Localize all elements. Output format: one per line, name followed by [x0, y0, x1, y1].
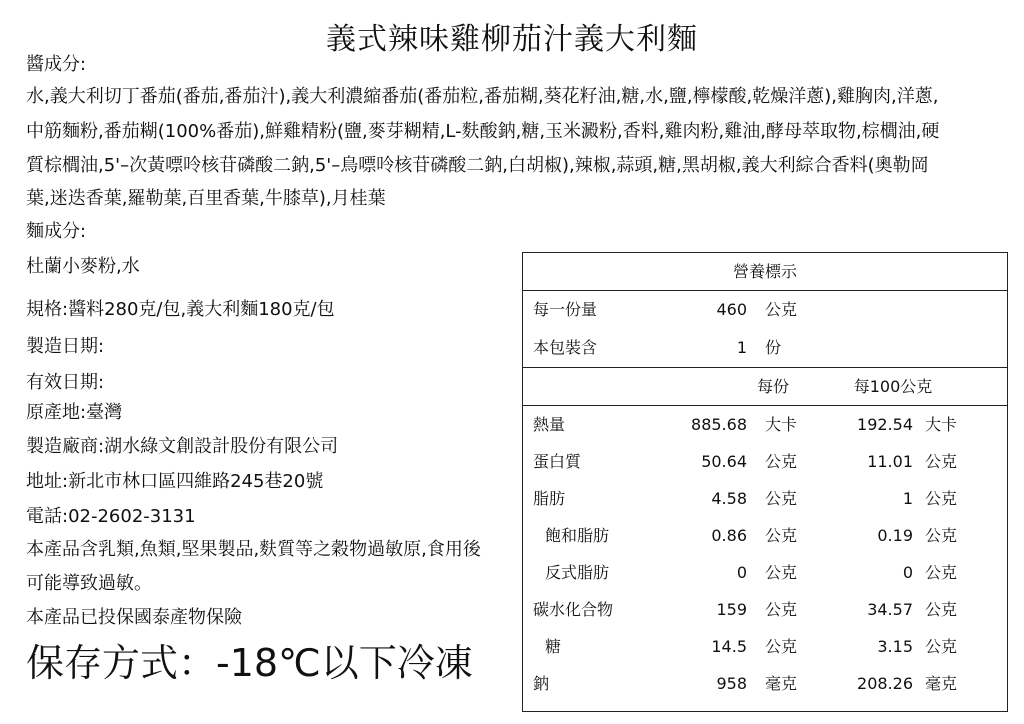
nutrient-value-per-serving: 0.86 [711, 526, 747, 545]
nutrient-unit: 公克 [925, 526, 958, 545]
nutrition-header-row [523, 253, 1007, 290]
nutrient-unit: 公克 [925, 563, 958, 582]
per-100g-header: 每100公克 [853, 377, 933, 396]
nutrition-facts-table [522, 252, 1008, 712]
nutrient-unit: 大卡 [925, 415, 958, 434]
nutrient-label: 糖 [545, 637, 562, 656]
nutrient-label: 蛋白質 [533, 452, 582, 471]
spec-text: 規格:醬料280克/包,義大利麵180克/包 [26, 299, 335, 320]
nutrient-value-per-serving: 958 [716, 674, 747, 693]
nutrient-unit: 公克 [925, 452, 958, 471]
nutrient-row [523, 443, 1007, 480]
servings-per-pack-value: 1 [736, 338, 747, 357]
allergy-text: 本產品含乳類,魚類,堅果製品,麩質等之穀物過敏原,食用後 [26, 539, 481, 560]
address-text: 地址:新北市林口區四維路245巷20號 [26, 471, 324, 492]
nutrient-unit: 毫克 [925, 674, 958, 693]
nutrient-unit: 公克 [925, 600, 958, 619]
nutrient-label: 反式脂肪 [545, 563, 610, 582]
nutrient-value-per-serving: 885.68 [691, 415, 747, 434]
nutrition-header: 營養標示 [732, 262, 797, 281]
nutrient-value-per-100g: 0.19 [877, 526, 913, 545]
nutrient-value-per-serving: 159 [716, 600, 747, 619]
serving-size-value: 460 [716, 300, 747, 319]
origin-text: 原產地:臺灣 [26, 402, 123, 423]
sauce-ingredients-line: 中筋麵粉,番茄糊(100%番茄),鮮雞精粉(鹽,麥芽糊精,L-麩酸鈉,糖,玉米澱粉,香料,雞肉粉,雞油,酵母萃取物,棕櫚油,硬 [26, 121, 940, 142]
nutrient-unit: 公克 [765, 452, 798, 471]
manufacturer-text: 製造廠商:湖水綠文創設計股份有限公司 [26, 436, 339, 457]
product-title: 義式辣味雞柳茄汁義大利麵 [326, 22, 698, 57]
nutrient-unit: 公克 [765, 563, 798, 582]
manufacture-date: 製造日期: [26, 336, 105, 357]
per-serving-header: 每份 [756, 377, 789, 396]
servings-per-pack-label: 本包裝含 [533, 338, 598, 357]
nutrient-unit: 大卡 [765, 415, 798, 434]
nutrient-value-per-serving: 50.64 [701, 452, 747, 471]
nutrient-value-per-100g: 34.57 [867, 600, 913, 619]
nutrient-row [523, 554, 1007, 591]
serving-size-label: 每一份量 [533, 300, 598, 319]
nutrient-value-per-serving: 0 [736, 563, 747, 582]
nutrient-unit: 公克 [765, 600, 798, 619]
noodle-heading: 麵成分: [26, 221, 87, 242]
allergy-text: 可能導致過敏。 [26, 573, 152, 594]
nutrient-value-per-100g: 11.01 [867, 452, 913, 471]
nutrient-label: 熱量 [533, 415, 566, 434]
serving-size-unit: 公克 [765, 300, 798, 319]
nutrient-label: 飽和脂肪 [545, 526, 610, 545]
nutrient-unit: 公克 [925, 637, 958, 656]
sauce-ingredients-line: 質棕櫚油,5'–次黃嘌呤核苷磷酸二鈉,5'–鳥嘌呤核苷磷酸二鈉,白胡椒),辣椒,蒜頭,糖,黑胡椒,義大利綜合香料(奧勒岡 [26, 155, 929, 176]
insurance-text: 本產品已投保國泰產物保險 [26, 607, 242, 628]
sauce-ingredients-line: 水,義大利切丁番茄(番茄,番茄汁),義大利濃縮番茄(番茄粒,番茄糊,葵花籽油,糖,水,鹽,檸檬酸,乾燥洋蔥),雞胸肉,洋蔥, [26, 86, 939, 107]
nutrient-unit: 公克 [765, 637, 798, 656]
expiry-date: 有效日期: [26, 372, 105, 393]
nutrient-value-per-100g: 208.26 [857, 674, 913, 693]
noodle-ingredients: 杜蘭小麥粉,水 [26, 256, 140, 277]
nutrient-value-per-100g: 3.15 [877, 637, 913, 656]
servings-per-pack-row [523, 329, 1007, 366]
nutrient-value-per-100g: 192.54 [857, 415, 913, 434]
phone-text: 電話:02-2602-3131 [26, 506, 196, 527]
nutrient-unit: 公克 [925, 489, 958, 508]
nutrient-label: 碳水化合物 [533, 600, 614, 619]
nutrient-value-per-100g: 0 [902, 563, 913, 582]
sauce-heading: 醬成分: [26, 54, 87, 75]
nutrient-unit: 公克 [765, 489, 798, 508]
nutrient-row [523, 591, 1007, 628]
nutrient-label: 脂肪 [533, 489, 566, 508]
storage-instruction: 保存方式：-18℃以下冷凍 [26, 641, 473, 685]
nutrient-unit: 公克 [765, 526, 798, 545]
serving-size-row [523, 291, 1007, 328]
nutrient-row [523, 628, 1007, 665]
nutrient-value-per-100g: 1 [902, 489, 913, 508]
nutrient-value-per-serving: 4.58 [711, 489, 747, 508]
servings-per-pack-unit: 份 [765, 338, 782, 357]
sauce-ingredients-line: 葉,迷迭香葉,羅勒葉,百里香葉,牛膝草),月桂葉 [26, 188, 386, 209]
nutrient-row [523, 480, 1007, 517]
column-header-row [523, 368, 1007, 405]
nutrient-unit: 毫克 [765, 674, 798, 693]
nutrient-row [523, 406, 1007, 443]
nutrient-row [523, 665, 1007, 702]
nutrient-label: 鈉 [533, 674, 550, 693]
nutrient-value-per-serving: 14.5 [711, 637, 747, 656]
nutrient-row [523, 517, 1007, 554]
